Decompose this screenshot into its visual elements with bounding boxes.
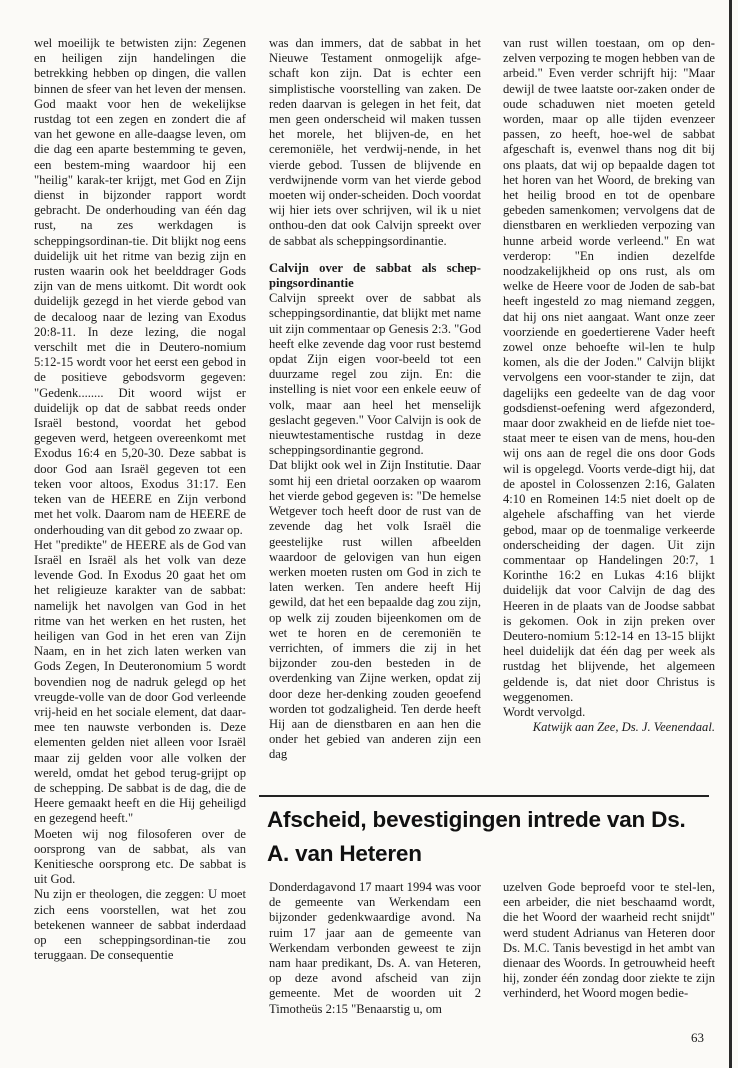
- page-edge-rule: [729, 0, 732, 1068]
- column-1: [34, 36, 246, 963]
- page-number: 63: [691, 1030, 704, 1045]
- paragraph: Het "predikte" de HEERE als de God van Israël en Israël als het volk van deze levende God. In Exodus 20 gaat het om het religieuze karakter van de sabbat: namelijk het navolgen van God in het ritme van het werken en het rusten, het heiligen van God in het eren van Zijn Naam, en in het zich laten werken van Gods Zegen, In Deuteronomium 5 wordt bovendien nog de nadruk gelegd op het vreugde-volle van de door God verleende vrij-heid en het sociale element, dat daar-mee ten nauwste verbonden is. Deze elementen gelden niet alleen voor Israël maar zij gelden voor alle volken der wereld, omdat het gebod terug-grijpt op de schepping. De sabbat is de dag, die de Heere gemaakt heeft en die Hij geheiligd en gezegend heeft.": [34, 537, 246, 826]
- article2-column-1: [269, 880, 481, 1017]
- column-2: [269, 36, 481, 763]
- paragraph: Dat blijkt ook wel in Zijn Institutie. Daar somt hij een drietal oorzaken op waarom het vierde gebod gegeven is: "De hemelse Wetgever toch heeft door de rust van de zevende dag het volk Israël die geestelijke rust willen afbeelden waardoor de gelovigen van hun eigen werken moeten rusten om God in zich te laten werken. Ten andere heeft Hij gewild, dat het een bepaalde dag zou zijn, op welk zij zouden bijeenkomen om de wet te horen en de ceremoniën te verrichten, of immers die zij in het bijzonder zou-den besteden in de overdenking van Zijne werken, opdat zij door deze her-denking zouden geoefend worden tot godzaligheid. Ten derde heeft Hij aan de dienstbaren en aan hen die onder het gebied van anderen zijn een dag: [269, 458, 481, 762]
- paragraph: Moeten wij nog filosoferen over de oorsprong van de sabbat, als van Kenitiesche oorsprong etc. De sabbat is uit God.: [34, 826, 246, 887]
- paragraph: Nu zijn er theologen, die zeggen: U moet zich eens voorstellen, wat het zou betekenen wanneer de sabbat inderdaad op een scheppingsordinan-tie zou teruggaan. De consequentie: [34, 887, 246, 963]
- column-3: [503, 36, 715, 735]
- author-signature: Katwijk aan Zee, Ds. J. Veenendaal.: [532, 720, 715, 735]
- paragraph: Donderdagavond 17 maart 1994 was voor de gemeente van Werkendam een bijzonder gedenkwaardige avond. Na ruim 17 jaar aan de gemeente van Werkendam verbonden geweest te zijn nam haar predikant, Ds. A. van Heteren, op deze avond afscheid van zijn gemeente. Met de woorden uit 2 Timotheüs 2:15 "Benaarstig u, om: [269, 880, 481, 1016]
- article-divider: [259, 795, 709, 797]
- section-subheading: Calvijn over de sabbat als schep-pingsordinantie: [269, 260, 481, 291]
- to-be-continued: Wordt vervolgd.: [503, 704, 586, 719]
- paragraph: van rust willen toestaan, om op den-zelven verpozing te mogen hebben van de arbeid." Even verder schrijft hij: "Maar dewijl de twee laatste oor-zaken onder de oude schaduwen niet moeten geteld worden, maar op alle tijden evenzeer passen, zo heeft, hoe-wel de sabbat afgeschaft is, evenwel thans nog dit bij ons plaats, dat wij op bepaalde dagen tot het horen van het Woord, de breking van het heilig brood en tot de openbare gebeden samenkomen; vervolgens dat de dienstbaren en werklieden verpozing van hunne arbeid worde verleend." En wat verderop: "En indien dezelfde noodzakelijkheid op ons rust, als om welke de Heere voor de Joden de sab-bat heeft ingesteld zo mag niemand zeggen, dat hij ons niet aangaat. Want onze zeer voorziende en goedertierene Vader heeft zowel onze behoefte wil-len te hulp komen, als die der Joden." Calvijn blijkt vervolgens een voor-stander te zijn, dat dagelijks een gedeelte van de dag voor godsdienst-oefening werd afgezonderd, maar door zwakheid en de liefde niet toe-staat meer te eisen van de mens, hou-den wij ons aan de regel die ons door Gods wil is opgelegd. Voorts verde-digt hij, dat de apostel in Colossenzen 2:16, Galaten 4:10 en Romeinen 14:5 niet doelt op de algehele afschaffing van het vierde gebod, maar op de toenmalige verkeerde onderscheiding der dagen. Uit zijn commentaar op Handelingen 20:7, 1 Korinthe 16:2 en Lukas 4:16 blijkt duidelijk dat voor Calvijn de dag des Heeren in de plaats van de Joodse sabbat is gekomen. Ook in zijn preken over Deutero-nomium 5:12-14 en 13-15 blijkt heel duidelijk dat één dag per week als rustdag het blijvende, het algemeen geldende is, dat niet door Christus is weggenomen.: [503, 36, 715, 704]
- article2-column-2: [503, 880, 715, 1002]
- paragraph: uzelven Gode beproefd voor te stel-len, een arbeider, die niet beschaamd wordt, die het Woord der waarheid recht snijdt" werd student Adrianus van Heteren door Ds. M.C. Tanis bevestigd in het ambt van dienaar des Woords. In getrouwheid heeft hij, zonder één zondag door ziekte te zijn verhinderd, het Woord mogen bedie-: [503, 880, 715, 1001]
- article-headline: Afscheid, bevestigingen intrede van Ds. A. van Heteren: [267, 807, 686, 866]
- paragraph: wel moeilijk te betwisten zijn: Zegenen en heiligen zijn handelingen die betrekking hebben op dingen, die vallen binnen de sfeer van het leven der mensen. God maakt voor hen de wekelijkse rustdag tot een zegen en zondert die af van het gewone en alle-daagse leven, om die dag een aparte bestemming te geven, een bestem-ming waardoor hij een "heilig" karak-ter krijgt, met God en Zijn dienst in bijzonder rapport wordt gebracht. De onderhouding van één dag rust, na zes werkdagen is scheppingsordinan-tie. Dit blijkt nog eens duidelijk uit het ritme van bezig zijn en rusten waarin ook het beelddrager Gods zijn van de mens uitkomt. Dit wordt ook duidelijk gezegd in het vierde gebod van de decaloog naar de lezing van Exodus 20:8-11. In deze lezing, die nogal verschilt met die in Deutero-nomium 5:12-15 wordt voor het eerst een gebod in de positieve gebodsvorm gegeven: "Gedenk........ Dit woord wijst er duidelijk op dat de sabbat reeds onder Israël bestond, voordat het gebod gegeven werd, hetgeen overeenkomt met Exodus 16:4 en 5,20-30. Deze sabbat is door God aan Israël gegeven tot een teken voor altoos, Exodus 31:17. Een teken van de HEERE en Zijn verbond met het volk. Daarom nam de HEERE de onderhouding van dit gebod zo zwaar op.: [34, 36, 246, 537]
- paragraph: was dan immers, dat de sabbat in het Nieuwe Testament onmogelijk afge-schaft kon zijn. Dat is echter een simplistische voorstelling van zaken. De reden daarvan is gelegen in het feit, dat men geen onderscheid wil maken tussen het morele, het blijven-de, en het ceremoniële, het verdwij-nende, in het vierde gebod. Tussen de blijvende en verdwijnende vorm van het vierde gebod moeten wij onder-scheiden. Doch voordat wij hier iets over schrijven, wil ik u niet onthou-den dat ook Calvijn spreekt over de sabbat als scheppingsordinantie.: [269, 36, 481, 248]
- paragraph: Calvijn spreekt over de sabbat als scheppingsordinantie, dat blijkt met name uit zijn commentaar op Genesis 2:3. "God heeft elke zevende dag voor rust bestemd opdat Zijn eigen voor-beeld tot een duurzame regel zou zijn. En: die instelling is niet voor een enkele eeuw of volk, maar aan heel het menselijk geslacht gegeven." Voor Calvijn is ook de nieuwtestamentische rustdag in deze scheppingsordinantie gegrond.: [269, 291, 481, 458]
